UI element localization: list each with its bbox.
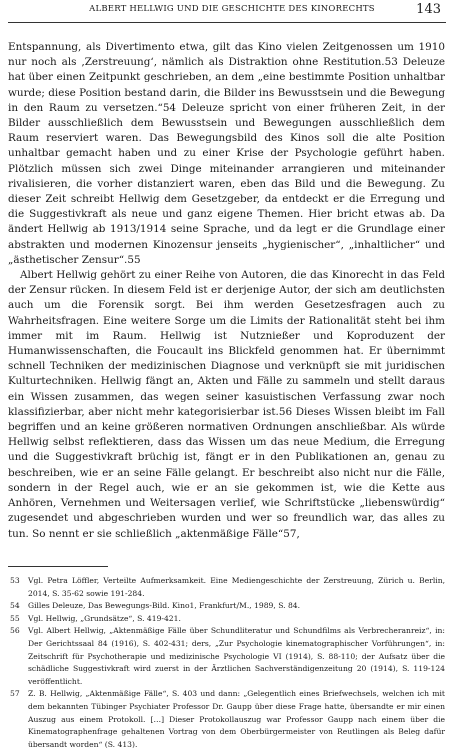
- footnote-number: 54: [10, 601, 20, 611]
- footnote-text: Gilles Deleuze, Das Bewegungs-Bild. Kino1, Frankfurt/M., 1989, S. 84.: [28, 601, 301, 611]
- page-number: 143: [416, 2, 441, 17]
- footnote-number: 53: [10, 576, 20, 585]
- header-rule: [8, 22, 446, 23]
- footnote: [8, 688, 445, 751]
- body-text: [8, 40, 445, 542]
- footnote: [8, 625, 445, 688]
- paragraph: Entspannung, als Divertimento etwa, gilt das Kino vielen Zeitgenossen um 1910 nur noch als ‚Zerstreuung‘, nämlich als Distraktion ohne Restitution.53 Deleuze hat über einen Zeitpunkt geschrieben, an dem „eine bestimmte Position unhaltbar wurde; diese Position bestand darin, die Bilder ins Bewusstsein und die Bewegung in den Raum zu versetzen.“54 Deleuze spricht von einer früheren Zeit, in der Bilder ausschließlich dem Bewusstsein und Bewegungen ausschließlich dem Raum reserviert waren. Das Bewegungsbild des Kinos soll die alte Position unhaltbar gemacht haben und zu einer Krise der Psychologie geführt haben. Plötzlich müssen sich zwei Dinge miteinander arrangieren und miteinander rivalisieren, die vorher distanziert waren, eben das Bild und die Bewegung. Zu dieser Zeit schreibt Hellwig dem Gesetzgeber, da entdeckt er die Erregung und die Suggestivkraft als neue und ganz eigene Themen. Hier bricht etwas ab. Da ändert Hellwig ab 1913/1914 seine Sprache, und da legt er die Grundlage einer abstrakten und modernen Kinozensur jenseits „hygienischer“, „inhaltlicher“ und „ästhetischer Zensur“.55: [8, 41, 445, 266]
- footnote: [8, 575, 445, 600]
- footnote-number: 56: [10, 626, 20, 636]
- running-head: ALBERT HELLWIG UND DIE GESCHICHTE DES KINORECHTS: [89, 4, 375, 14]
- footnotes: [8, 575, 445, 751]
- footnote-rule: [8, 566, 108, 567]
- footnote-text: Vgl. Hellwig, „Grundsätze“, S. 419-421.: [28, 613, 181, 623]
- footnote-text: Vgl. Petra Löffler, Verteilte Aufmerksamkeit. Eine Mediengeschichte der Zerstreuung, Zürich u. Berlin, 2014, S. 35-62 sowie 191-284.: [28, 576, 445, 598]
- footnote-number: 57: [10, 689, 20, 699]
- footnote: [8, 613, 445, 626]
- paragraph: Albert Hellwig gehört zu einer Reihe von Autoren, die das Kinorecht in das Feld der Zensur rücken. In diesem Feld ist er derjenige Autor, der sich am deutlichsten auch um die Forensik sorgt. Bei ihm werden Gesetzesfragen auch zu Wahrheitsfragen. Eine weitere Sorge um die Limits der Rationalität steht bei ihm immer mit im Raum. Hellwig ist Nutznießer und Koproduzent der Humanwissenschaften, die Foucault ins Blickfeld genommen hat. Er übernimmt schnell Techniken der medizinischen Diagnose und verknüpft sie mit juridischen Kulturtechniken. Hellwig fängt an, Akten und Fälle zu sammeln und stellt daraus ein Wissen zusammen, das wegen seiner kasuistischen Verfassung zwar noch klassifizierbar, aber nicht mehr kategorisierbar ist.56 Dieses Wissen bleibt im Fall begriffen und an keine größeren normativen Ordnungen anschließbar. Als würde Hellwig selbst reflektieren, dass das Wissen um das neue Medium, die Erregung und die Suggestivkraft brüchig ist, fängt er in den Publikationen an, genau zu beschreiben, wie er an seine Fälle gelangt. Er beschreibt also nicht nur die Fälle, sondern in der Regel auch, wie er an sie gekommen ist, wie die Kette aus Anhören, Vernehmen und Weitersagen verlief, wie Schriftstücke „liebenswürdig“ zugesendet und abgeschrieben wurden und wer so freundlich war, das alles zu tun. So nennt er sie schließlich „aktenmäßige Fälle“57,: [8, 269, 445, 540]
- footnote-text: Z. B. Hellwig, „Aktenmäßige Fälle“, S. 403 und dann: „Gelegentlich eines Briefwechsels, welchen ich mit dem bekannten Tübinger Psychiater Professor Dr. Gaupp über diese Frage hatte, übersandte er mir einen Auszug aus einem Protokoll. […] Dieser Protokollauszug war Professor Gaupp nach einem über die Kinematographenfrage gehaltenen Vortrag von dem Oberbürgermeister von Reutlingen als Beleg dafür übersandt worden“ (S. 413).: [28, 689, 445, 749]
- footnote-number: 55: [10, 613, 20, 623]
- footnote: [8, 600, 445, 613]
- footnote-text: Vgl. Albert Hellwig, „Aktenmäßige Fälle über Schundliteratur und Schundfilms als Verbrecheranreiz“, in: Der Gerichtssaal 84 (1916), S. 402-431; ders, „Zur Psychologie kinematographischer Vorführungen“, in: Zeitschrift für Psychotherapie und medizinische Psychologie VI (1914), S. 88-110; der Aufsatz über die schädliche Suggestivkraft wird zuerst in der Ärztlichen Sachverständigenzeitung 20 (1914), S. 119-124 veröffentlicht.: [28, 626, 445, 686]
